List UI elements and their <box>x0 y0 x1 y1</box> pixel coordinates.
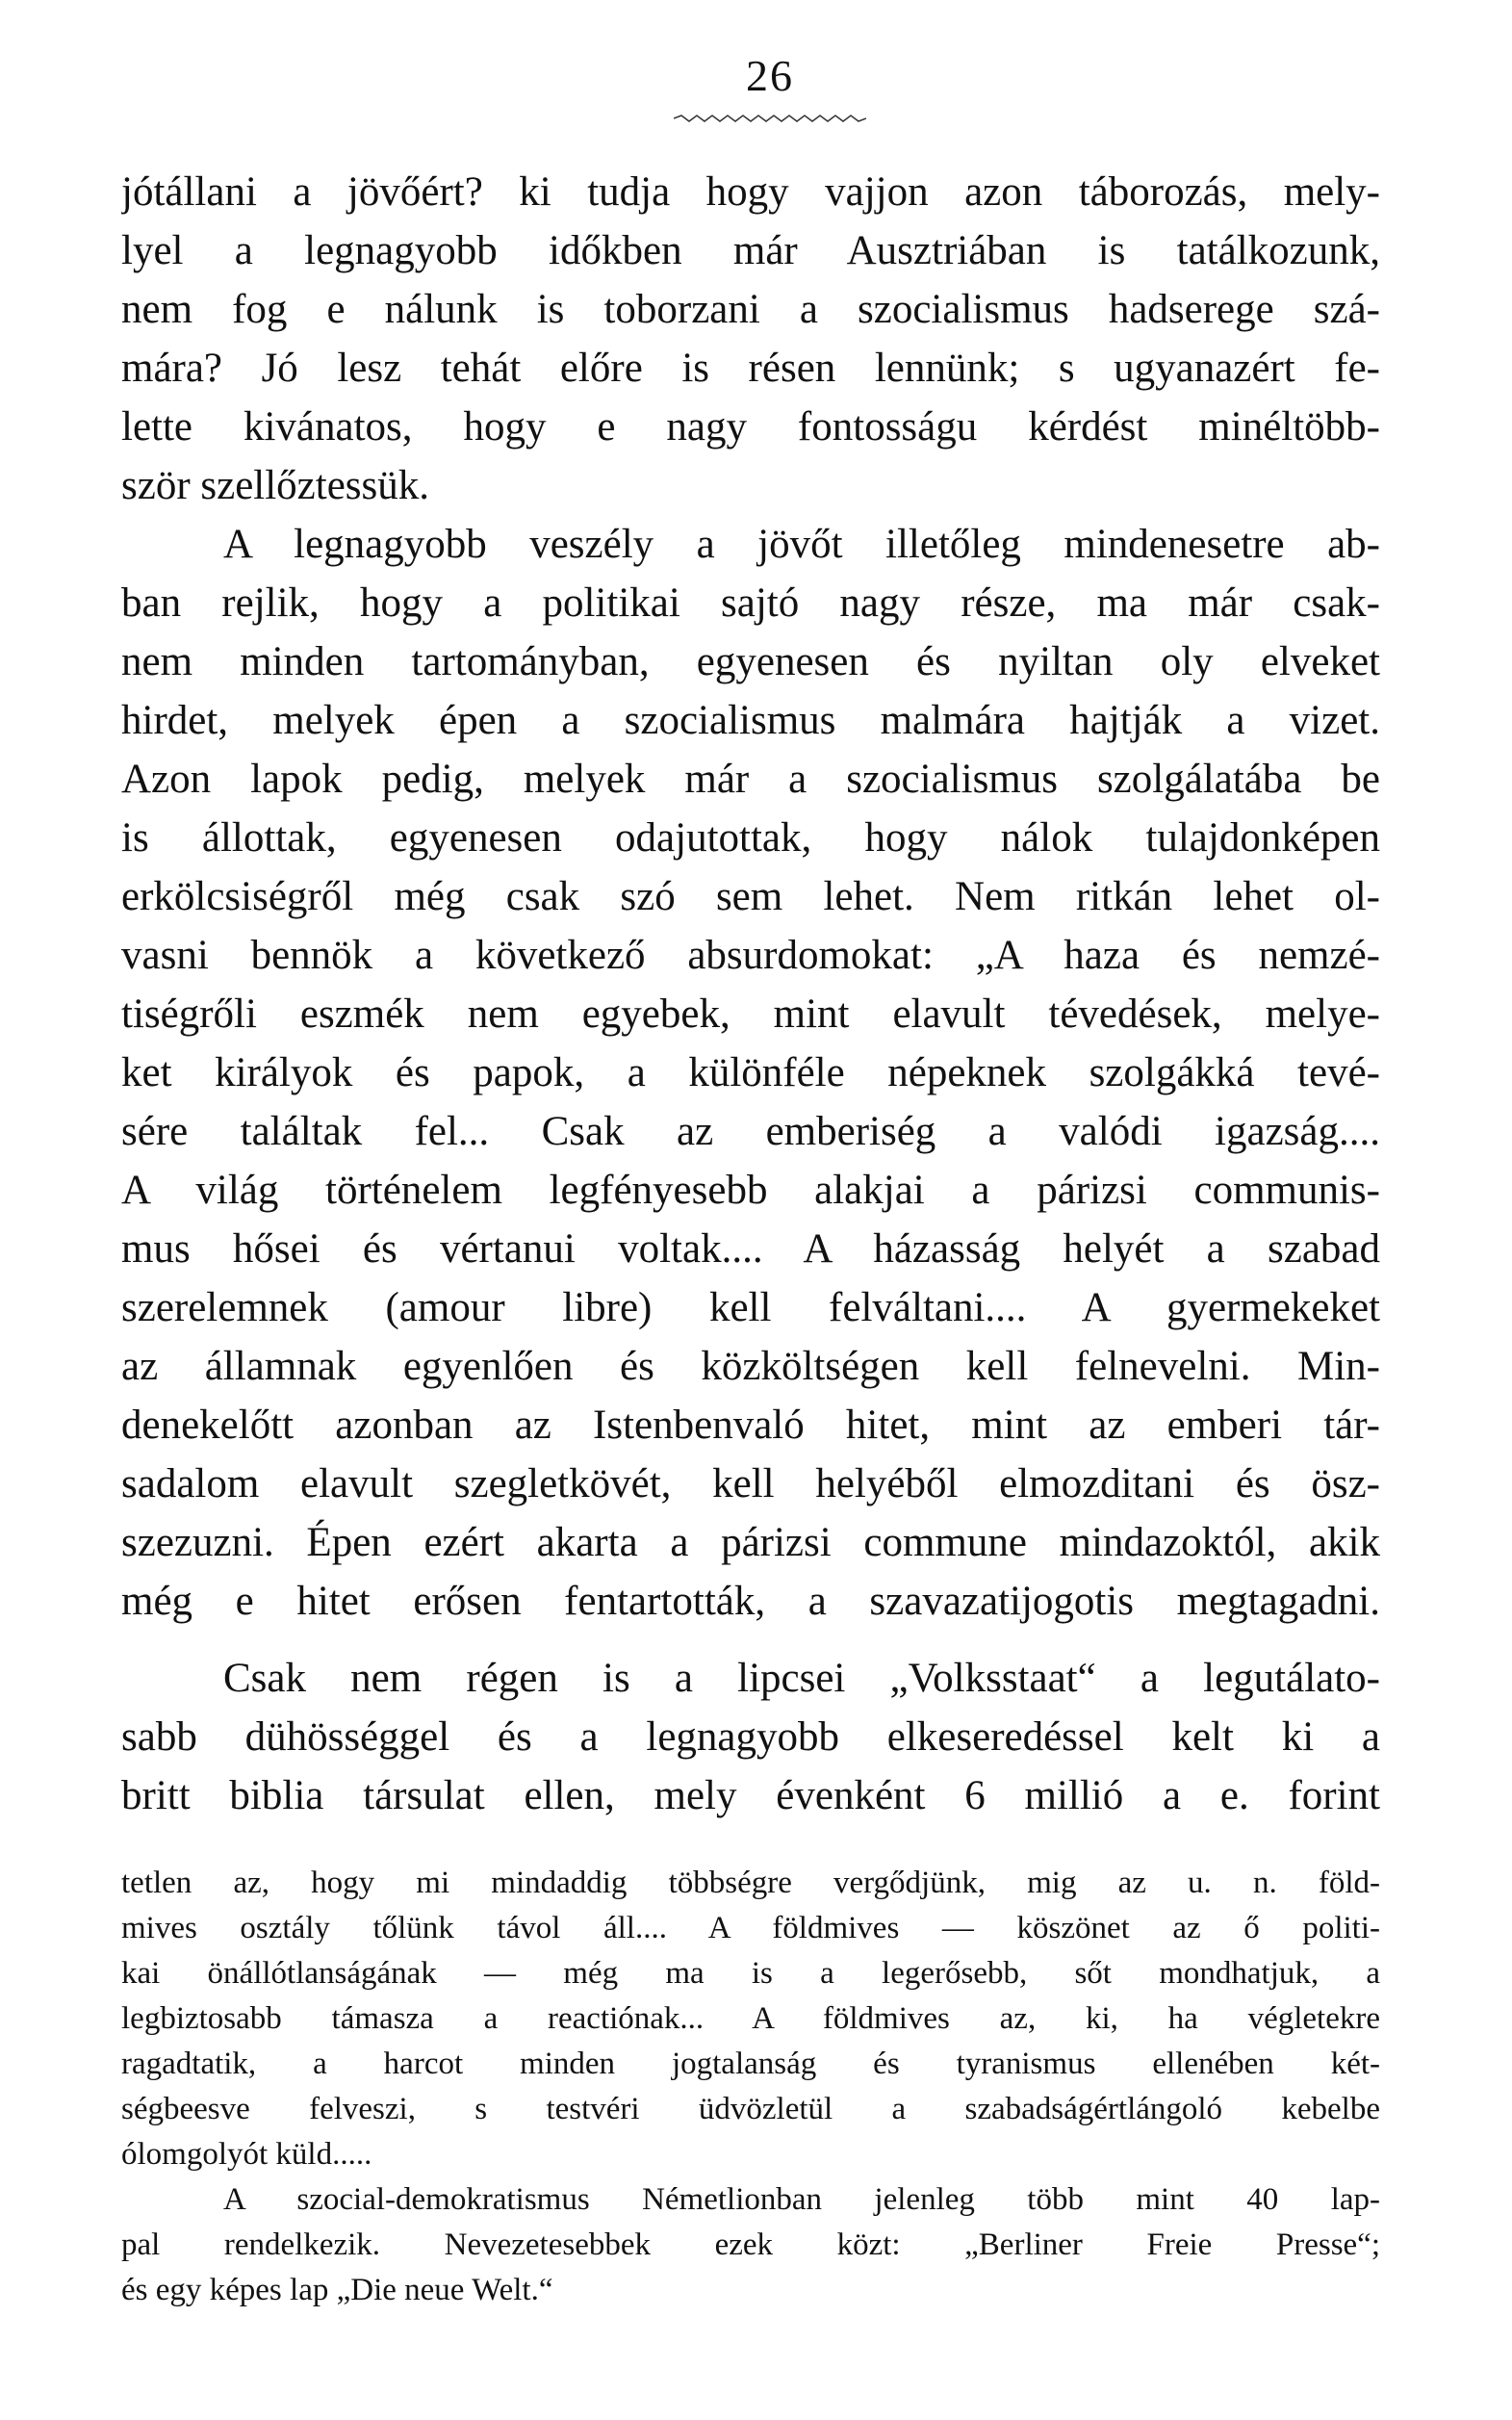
body-line: mára? Jó lesz tehát előre is résen lennünk; s ugyanazért fe- <box>121 346 1380 391</box>
body-line: lette kivánatos, hogy e nagy fontosságu kérdést minéltöbb- <box>121 404 1380 450</box>
page-number: 26 <box>746 51 794 100</box>
body-line: mus hősei és vértanui voltak.... A házasság helyét a szabad <box>121 1226 1380 1272</box>
page-number-ornament <box>674 114 866 123</box>
body-line: ször szellőztessük. <box>121 463 430 508</box>
footnote-line: pal rendelkezik. Nevezetesebbek ezek közt: „Berliner Freie Presse“; <box>121 2227 1380 2262</box>
footnote-line: ólomgolyót küld..... <box>121 2137 372 2172</box>
body-line: sére találtak fel... Csak az emberiség a valódi igazság.... <box>121 1109 1380 1154</box>
body-line: nem minden tartományban, egyenesen és nyiltan oly elveket <box>121 639 1380 684</box>
footnote-line: és egy képes lap „Die neue Welt.“ <box>121 2273 553 2307</box>
body-line: A legnagyobb veszély a jövőt illetőleg mindenesetre ab- <box>223 522 1380 567</box>
body-line: sabb dühösséggel és a legnagyobb elkeseredéssel kelt ki a <box>121 1714 1380 1760</box>
body-line: szerelemnek (amour libre) kell felváltani.... A gyermekeket <box>121 1285 1380 1330</box>
body-line: jótállani a jövőért? ki tudja hogy vajjon azon táborozás, mely- <box>121 169 1380 215</box>
footnote-line: A szocial-demokratismus Németlionban jelenleg több mint 40 lap- <box>223 2182 1380 2217</box>
body-line: az államnak egyenlően és közköltségen kell felnevelni. Min- <box>121 1344 1380 1389</box>
body-line: erkölcsiségről még csak szó sem lehet. Nem ritkán lehet ol- <box>121 874 1380 919</box>
body-line: denekelőtt azonban az Istenbenvaló hitet, mint az emberi tár- <box>121 1403 1380 1448</box>
body-line: britt biblia társulat ellen, mely évenként 6 millió a e. forint <box>121 1773 1380 1818</box>
footnote-line: tetlen az, hogy mi mindaddig többségre vergődjünk, mig az u. n. föld- <box>121 1866 1380 1900</box>
body-line: Csak nem régen is a lipcsei „Volksstaat“ a legutálato- <box>223 1656 1380 1701</box>
footnote-line: legbiztosabb támasza a reactiónak... A földmives az, ki, ha végletekre <box>121 2001 1380 2036</box>
body-line: ban rejlik, hogy a politikai sajtó nagy része, ma már csak- <box>121 580 1380 626</box>
body-line: vasni bennök a következő absurdomokat: „A haza és nemzé- <box>121 933 1380 978</box>
body-line: ket királyok és papok, a különféle népeknek szolgákká tevé- <box>121 1050 1380 1095</box>
footnote-line: kai önállótlanságának — még ma is a legerősebb, sőt mondhatjuk, a <box>121 1956 1380 1991</box>
footnote-line: ségbeesve felveszi, s testvéri üdvözletül a szabadságértlángoló kebelbe <box>121 2092 1380 2126</box>
body-line: Azon lapok pedig, melyek már a szocialismus szolgálatába be <box>121 757 1380 802</box>
body-line: még e hitet erősen fentartották, a szavazatijogotis megtagadni. <box>121 1579 1380 1624</box>
body-line: lyel a legnagyobb időkben már Ausztriában is tatálkozunk, <box>121 228 1380 273</box>
body-line: tiségrőli eszmék nem egyebek, mint elavult tévedések, melye- <box>121 991 1380 1037</box>
body-line: is állottak, egyenesen odajutottak, hogy nálok tulajdonképen <box>121 815 1380 861</box>
footnote-line: mives osztály tőlünk távol áll.... A földmives — köszönet az ő politi- <box>121 1911 1380 1945</box>
body-line: szezuzni. Épen ezért akarta a párizsi commune mindazoktól, akik <box>121 1520 1380 1565</box>
footnote-line: ragadtatik, a harcot minden jogtalanság és tyranismus ellenében két- <box>121 2047 1380 2081</box>
body-line: nem fog e nálunk is toborzani a szocialismus hadserege szá- <box>121 287 1380 332</box>
body-line: hirdet, melyek épen a szocialismus malmára hajtják a vizet. <box>121 698 1380 743</box>
body-line: sadalom elavult szegletkövét, kell helyéből elmozditani és ösz- <box>121 1461 1380 1506</box>
body-line: A világ történelem legfényesebb alakjai a párizsi communis- <box>121 1168 1380 1213</box>
